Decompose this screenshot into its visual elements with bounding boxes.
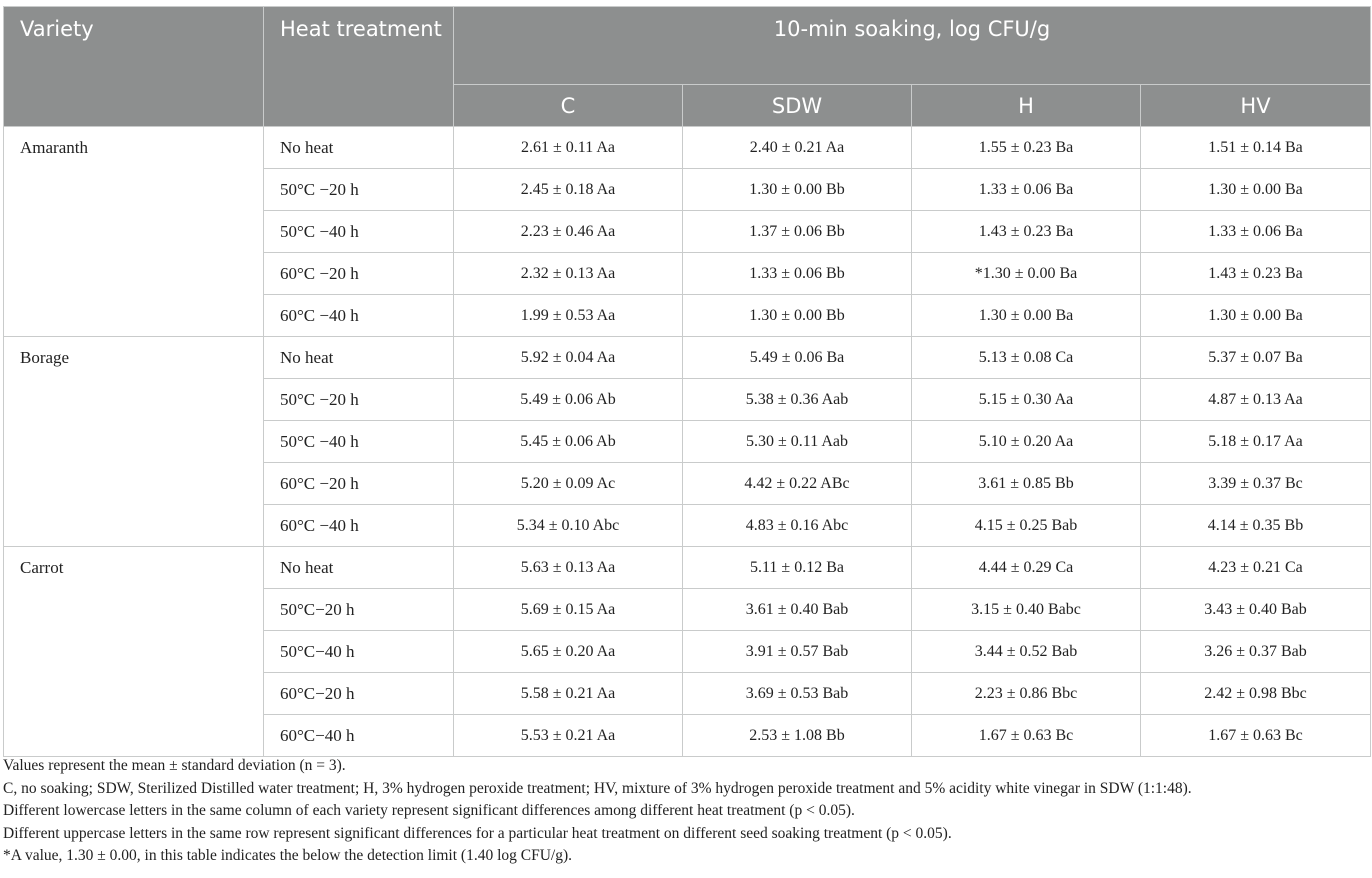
value-cell: 4.87 ± 0.13 Aa: [1141, 379, 1371, 421]
value-cell: 5.53 ± 0.21 Aa: [454, 715, 683, 757]
header-col-h: H: [912, 85, 1141, 127]
heat-treatment-cell: No heat: [264, 337, 454, 379]
value-cell: 2.61 ± 0.11 Aa: [454, 127, 683, 169]
value-cell: 1.30 ± 0.00 Ba: [1141, 169, 1371, 211]
table-row: [4, 127, 1371, 169]
table-row: [4, 547, 1371, 589]
value-cell: 5.49 ± 0.06 Ba: [683, 337, 912, 379]
value-cell: *1.30 ± 0.00 Ba: [912, 253, 1141, 295]
value-cell: 1.30 ± 0.00 Ba: [912, 295, 1141, 337]
heat-treatment-cell: 50°C −40 h: [264, 421, 454, 463]
value-cell: 4.14 ± 0.35 Bb: [1141, 505, 1371, 547]
heat-treatment-cell: 50°C −20 h: [264, 169, 454, 211]
table-row: [4, 337, 1371, 379]
value-cell: 5.45 ± 0.06 Ab: [454, 421, 683, 463]
value-cell: 1.30 ± 0.00 Bb: [683, 169, 912, 211]
footnote: Values represent the mean ± standard deviation (n = 3).: [3, 757, 346, 774]
value-cell: 3.26 ± 0.37 Bab: [1141, 631, 1371, 673]
value-cell: 2.23 ± 0.46 Aa: [454, 211, 683, 253]
heat-treatment-cell: No heat: [264, 547, 454, 589]
value-cell: 3.43 ± 0.40 Bab: [1141, 589, 1371, 631]
header-variety: Variety: [4, 7, 264, 127]
value-cell: 3.61 ± 0.85 Bb: [912, 463, 1141, 505]
value-cell: 1.51 ± 0.14 Ba: [1141, 127, 1371, 169]
table-header: [4, 7, 1371, 127]
value-cell: 1.67 ± 0.63 Bc: [912, 715, 1141, 757]
value-cell: 4.83 ± 0.16 Abc: [683, 505, 912, 547]
value-cell: 3.69 ± 0.53 Bab: [683, 673, 912, 715]
value-cell: 2.23 ± 0.86 Bbc: [912, 673, 1141, 715]
heat-treatment-cell: 60°C −40 h: [264, 295, 454, 337]
heat-treatment-cell: 60°C−20 h: [264, 673, 454, 715]
heat-treatment-cell: 50°C−40 h: [264, 631, 454, 673]
variety-cell: Amaranth: [4, 127, 264, 337]
heat-treatment-cell: 60°C −40 h: [264, 505, 454, 547]
value-cell: 5.10 ± 0.20 Aa: [912, 421, 1141, 463]
data-table-container: [3, 6, 1370, 757]
value-cell: 5.69 ± 0.15 Aa: [454, 589, 683, 631]
value-cell: 4.44 ± 0.29 Ca: [912, 547, 1141, 589]
value-cell: 3.15 ± 0.40 Babc: [912, 589, 1141, 631]
value-cell: 5.34 ± 0.10 Abc: [454, 505, 683, 547]
value-cell: 1.37 ± 0.06 Bb: [683, 211, 912, 253]
value-cell: 2.53 ± 1.08 Bb: [683, 715, 912, 757]
value-cell: 5.92 ± 0.04 Aa: [454, 337, 683, 379]
heat-treatment-cell: 60°C −20 h: [264, 253, 454, 295]
value-cell: 2.45 ± 0.18 Aa: [454, 169, 683, 211]
value-cell: 2.32 ± 0.13 Aa: [454, 253, 683, 295]
value-cell: 5.38 ± 0.36 Aab: [683, 379, 912, 421]
value-cell: 4.23 ± 0.21 Ca: [1141, 547, 1371, 589]
footnote: C, no soaking; SDW, Sterilized Distilled water treatment; H, 3% hydrogen peroxide treatment; HV, mixture of 3% hydrogen peroxide treatment and 5% acidity white vinegar in SDW (1:1:48).: [3, 779, 1192, 797]
value-cell: 5.65 ± 0.20 Aa: [454, 631, 683, 673]
heat-treatment-cell: 50°C −40 h: [264, 211, 454, 253]
header-col-c: C: [454, 85, 683, 127]
value-cell: 1.33 ± 0.06 Bb: [683, 253, 912, 295]
table-body: [4, 127, 1371, 757]
value-cell: 5.13 ± 0.08 Ca: [912, 337, 1141, 379]
value-cell: 1.67 ± 0.63 Bc: [1141, 715, 1371, 757]
footnote: Different lowercase letters in the same column of each variety represent significant differences among different heat treatment (p < 0.05).: [3, 802, 855, 820]
value-cell: 5.30 ± 0.11 Aab: [683, 421, 912, 463]
heat-treatment-cell: No heat: [264, 127, 454, 169]
value-cell: 2.42 ± 0.98 Bbc: [1141, 673, 1371, 715]
variety-cell: Borage: [4, 337, 264, 547]
value-cell: 1.30 ± 0.00 Ba: [1141, 295, 1371, 337]
header-heat-treatment: Heat treatment: [264, 7, 454, 127]
value-cell: 2.40 ± 0.21 Aa: [683, 127, 912, 169]
value-cell: 1.33 ± 0.06 Ba: [912, 169, 1141, 211]
value-cell: 5.11 ± 0.12 Ba: [683, 547, 912, 589]
heat-treatment-cell: 60°C−40 h: [264, 715, 454, 757]
header-soaking-group: 10-min soaking, log CFU/g: [454, 7, 1371, 85]
value-cell: 3.61 ± 0.40 Bab: [683, 589, 912, 631]
value-cell: 1.99 ± 0.53 Aa: [454, 295, 683, 337]
value-cell: 1.33 ± 0.06 Ba: [1141, 211, 1371, 253]
heat-treatment-cell: 60°C −20 h: [264, 463, 454, 505]
value-cell: 5.49 ± 0.06 Ab: [454, 379, 683, 421]
value-cell: 3.44 ± 0.52 Bab: [912, 631, 1141, 673]
value-cell: 1.55 ± 0.23 Ba: [912, 127, 1141, 169]
heat-treatment-cell: 50°C −20 h: [264, 379, 454, 421]
header-col-hv: HV: [1141, 85, 1371, 127]
value-cell: 3.39 ± 0.37 Bc: [1141, 463, 1371, 505]
table-footnotes: [3, 755, 1192, 868]
footnote: *A value, 1.30 ± 0.00, in this table indicates the below the detection limit (1.40 log CFU/g).: [3, 847, 573, 865]
value-cell: 1.30 ± 0.00 Bb: [683, 295, 912, 337]
value-cell: 5.18 ± 0.17 Aa: [1141, 421, 1371, 463]
value-cell: 5.37 ± 0.07 Ba: [1141, 337, 1371, 379]
value-cell: 4.42 ± 0.22 ABc: [683, 463, 912, 505]
footnote: Different uppercase letters in the same row represent significant differences for a particular heat treatment on different seed soaking treatment (p < 0.05).: [3, 824, 952, 842]
variety-cell: Carrot: [4, 547, 264, 757]
heat-treatment-cell: 50°C−20 h: [264, 589, 454, 631]
value-cell: 3.91 ± 0.57 Bab: [683, 631, 912, 673]
value-cell: 5.58 ± 0.21 Aa: [454, 673, 683, 715]
value-cell: 4.15 ± 0.25 Bab: [912, 505, 1141, 547]
value-cell: 1.43 ± 0.23 Ba: [912, 211, 1141, 253]
value-cell: 5.63 ± 0.13 Aa: [454, 547, 683, 589]
value-cell: 5.20 ± 0.09 Ac: [454, 463, 683, 505]
value-cell: 5.15 ± 0.30 Aa: [912, 379, 1141, 421]
value-cell: 1.43 ± 0.23 Ba: [1141, 253, 1371, 295]
header-col-sdw: SDW: [683, 85, 912, 127]
soaking-results-table: [3, 6, 1371, 757]
